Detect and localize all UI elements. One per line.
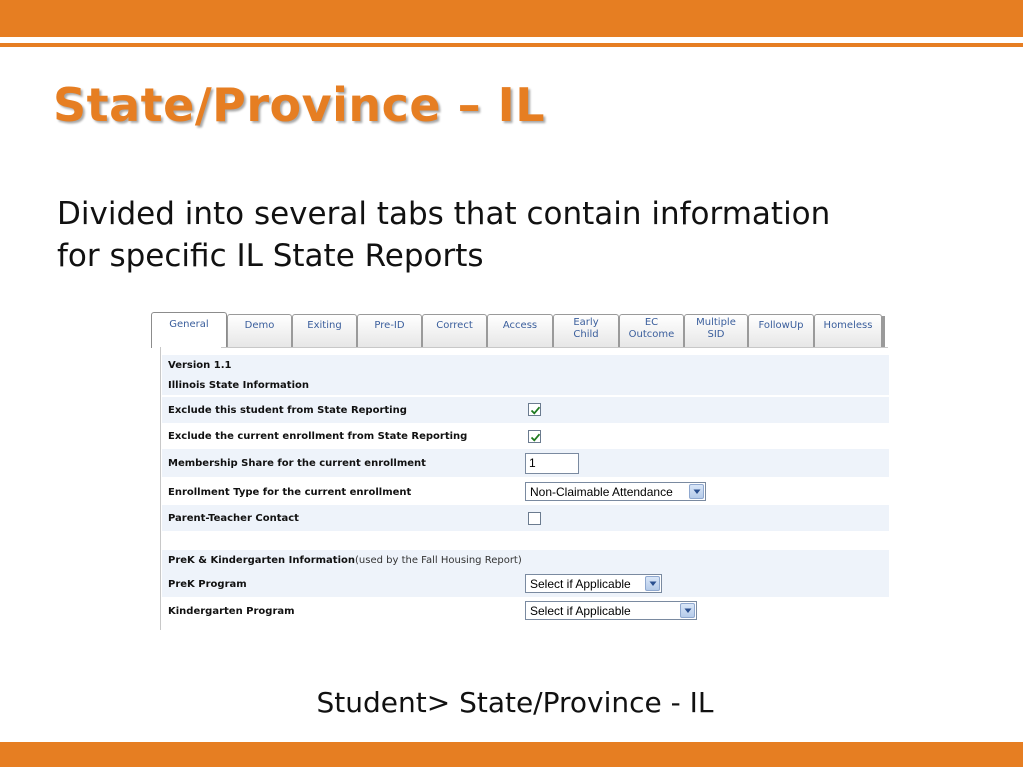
- enrollment-type-value: Non-Claimable Attendance: [530, 485, 673, 499]
- tab-early-child[interactable]: Early Child: [553, 314, 619, 348]
- membership-share-label: Membership Share for the current enrollment: [168, 458, 426, 469]
- bottom-accent-bar: [0, 742, 1023, 767]
- state-province-screenshot: [151, 312, 888, 630]
- version-label: Version 1.1: [168, 360, 232, 371]
- slide-caption: Student> State/Province - IL: [316, 686, 714, 719]
- state-section-label: Illinois State Information: [168, 380, 309, 391]
- prek-section-note: (used by the Fall Housing Report): [355, 555, 522, 566]
- exclude-enrollment-row: [162, 423, 889, 449]
- tab-general[interactable]: General: [151, 312, 227, 348]
- parent-teacher-checkbox[interactable]: [528, 512, 541, 525]
- kindergarten-program-select[interactable]: [525, 601, 697, 620]
- prek-section-label: PreK & Kindergarten Information(used by the Fall Housing Report): [168, 555, 522, 566]
- prek-program-row: [162, 570, 889, 597]
- prek-program-value: Select if Applicable: [530, 577, 631, 591]
- slide-title: State/Province – IL: [53, 78, 546, 132]
- tab-bar-edge: [882, 316, 885, 348]
- exclude-enrollment-checkbox[interactable]: [528, 430, 541, 443]
- tab-homeless[interactable]: Homeless: [814, 314, 882, 348]
- enrollment-type-label: Enrollment Type for the current enrollment: [168, 487, 412, 498]
- section-header-state: [162, 375, 889, 395]
- enrollment-type-select[interactable]: [525, 482, 706, 501]
- tab-access[interactable]: Access: [487, 314, 553, 348]
- tab-followup[interactable]: FollowUp: [748, 314, 814, 348]
- exclude-student-label: Exclude this student from State Reporting: [168, 405, 407, 416]
- chevron-down-icon: [689, 484, 704, 499]
- tab-pre-id[interactable]: Pre-ID: [357, 314, 422, 348]
- prek-program-label: PreK Program: [168, 579, 247, 590]
- membership-share-input[interactable]: 1: [525, 453, 579, 474]
- tab-bar: [151, 312, 888, 348]
- version-row: [162, 355, 889, 375]
- tab-demo[interactable]: Demo: [227, 314, 292, 348]
- tab-correct[interactable]: Correct: [422, 314, 487, 348]
- general-tab-panel: [160, 347, 888, 630]
- section-header-prek: [162, 550, 889, 570]
- kindergarten-program-label: Kindergarten Program: [168, 606, 295, 617]
- slide-body-text: Divided into several tabs that contain information for specific IL State Reports: [57, 196, 831, 274]
- kindergarten-program-value: Select if Applicable: [530, 604, 631, 618]
- exclude-student-checkbox[interactable]: [528, 403, 541, 416]
- top-accent-bar: [0, 0, 1023, 37]
- prek-program-select[interactable]: [525, 574, 662, 593]
- checkmark-icon: [530, 432, 541, 443]
- top-accent-line: [0, 43, 1023, 47]
- kindergarten-program-row: [162, 597, 889, 624]
- parent-teacher-row: [162, 505, 889, 531]
- exclude-enrollment-label: Exclude the current enrollment from State Reporting: [168, 431, 468, 442]
- checkmark-icon: [530, 405, 541, 416]
- chevron-down-icon: [680, 603, 695, 618]
- tab-ec-outcome[interactable]: EC Outcome: [619, 314, 684, 348]
- enrollment-type-row: [162, 477, 889, 505]
- exclude-student-row: [162, 397, 889, 423]
- membership-share-row: [162, 449, 889, 477]
- tab-exiting[interactable]: Exiting: [292, 314, 357, 348]
- chevron-down-icon: [645, 576, 660, 591]
- tab-multiple-sid[interactable]: Multiple SID: [684, 314, 748, 348]
- parent-teacher-label: Parent-Teacher Contact: [168, 513, 299, 524]
